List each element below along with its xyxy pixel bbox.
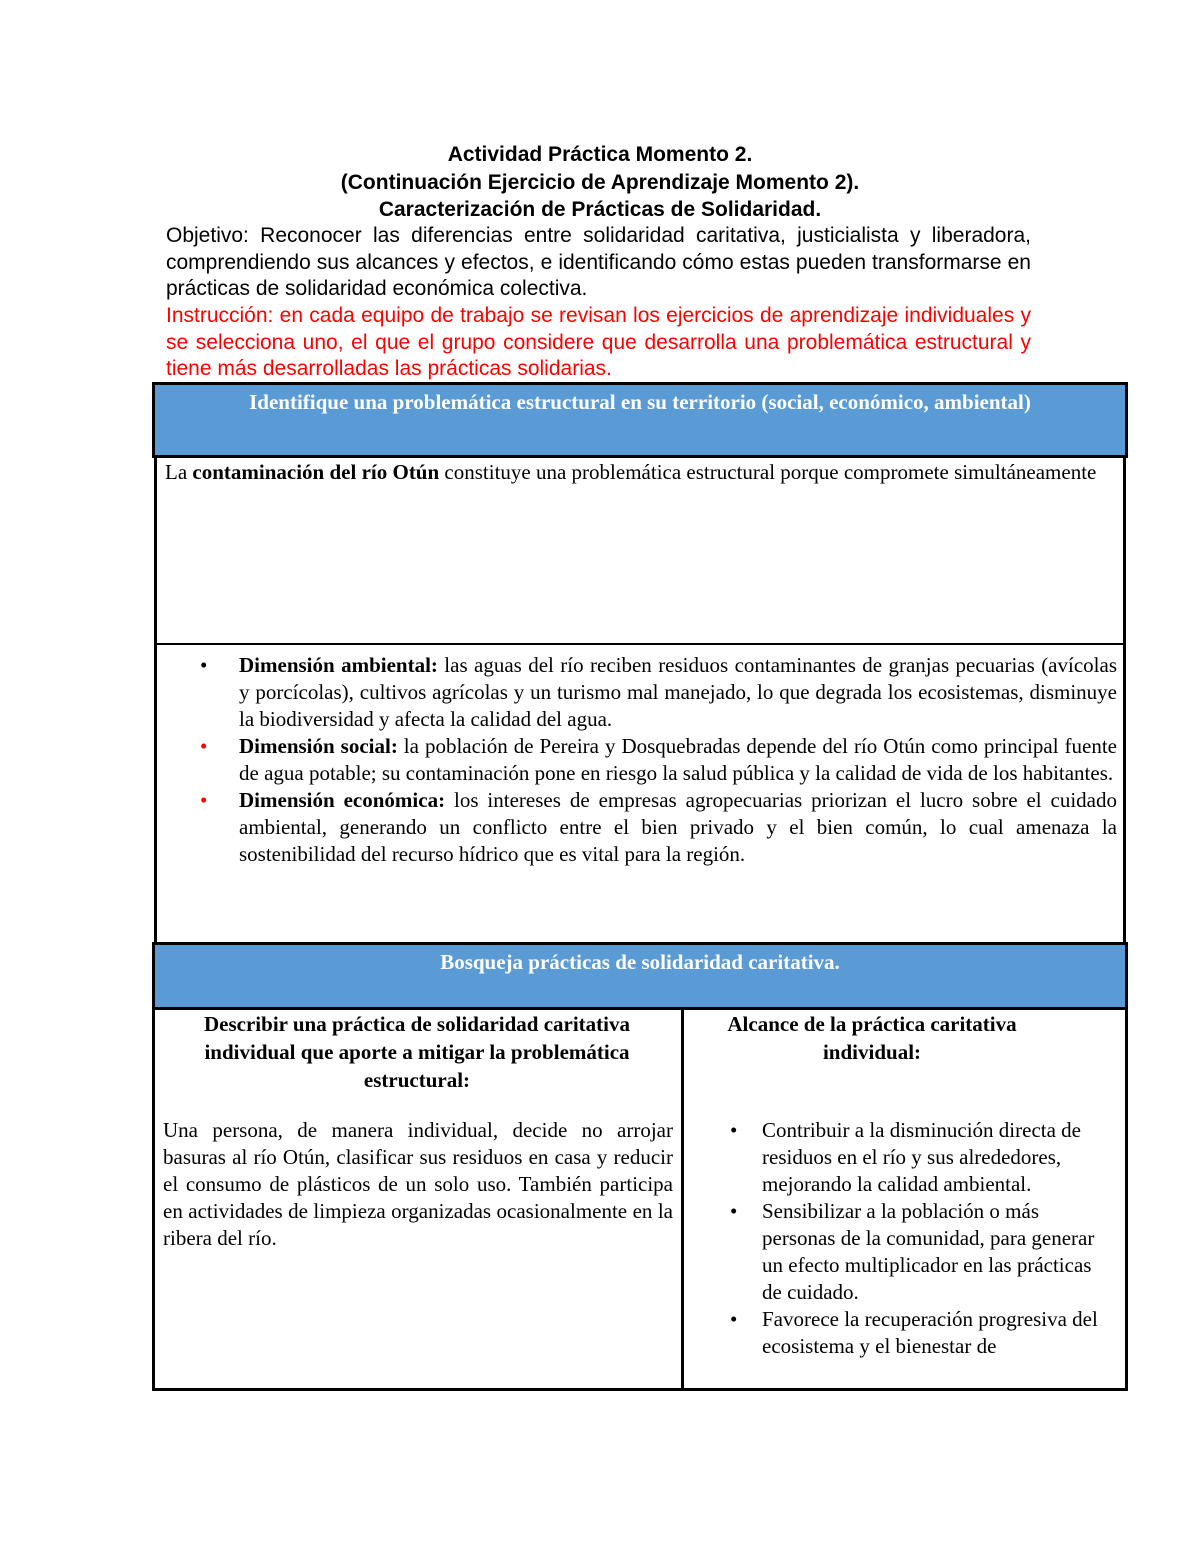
objective-paragraph: Objetivo: Reconocer las diferencias entre solidaridad caritativa, justicialista y liberadora, comprendiendo sus alcances y efectos, e identificando cómo estas pueden transformarse en prácticas de solidaridad económica colectiva. bbox=[166, 224, 1031, 300]
practice-table bbox=[152, 382, 1128, 1391]
dimension-item bbox=[157, 652, 1117, 733]
dimensions-list bbox=[157, 652, 1117, 868]
right-column-heading: Alcance de la práctica caritativa individual: bbox=[727, 1012, 1017, 1064]
dimension-label: Dimensión ambiental: bbox=[239, 653, 438, 677]
section2-header-text: Bosqueja prácticas de solidaridad caritativa. bbox=[440, 950, 840, 974]
dimension-label: Dimensión social: bbox=[239, 734, 398, 758]
document-title: Actividad Práctica Momento 2. bbox=[447, 143, 753, 166]
reach-list bbox=[682, 1117, 1112, 1360]
bullet-icon: • bbox=[200, 734, 208, 758]
dimensions-cell bbox=[154, 644, 1126, 944]
left-column-cell bbox=[152, 1008, 684, 1391]
bullet-icon: • bbox=[730, 1307, 738, 1331]
document-heading: Caracterización de Prácticas de Solidaridad. bbox=[378, 198, 822, 221]
reach-item-text: Contribuir a la disminución directa de residuos en el río y sus alrededores, mejorando la calidad ambiental. bbox=[762, 1118, 1081, 1196]
dimension-label: Dimensión económica: bbox=[239, 788, 446, 812]
section1-header bbox=[152, 382, 1128, 458]
left-column-body: Una persona, de manera individual, decide no arrojar basuras al río Otún, clasificar sus residuos en casa y reducir el consumo de plásticos de un solo uso. También participa en actividades de limpieza organizadas ocasionalmente en la ribera del río. bbox=[163, 1118, 673, 1250]
dimension-item bbox=[157, 733, 1117, 787]
left-column-heading: Describir una práctica de solidaridad caritativa individual que aporte a mitigar la problemática estructural: bbox=[204, 1012, 630, 1092]
reach-item bbox=[682, 1198, 1112, 1306]
document-subtitle: (Continuación Ejercicio de Aprendizaje Momento 2). bbox=[340, 171, 860, 194]
dimension-text: la población de Pereira y Dosquebradas depende del río Otún como principal fuente de agua potable; su contaminación pone en riesgo la salud pública y la calidad de vida de los habitantes. bbox=[239, 734, 1117, 785]
reach-item-text: Favorece la recuperación progresiva del ecosistema y el bienestar de bbox=[762, 1307, 1098, 1358]
section2-header bbox=[152, 942, 1128, 1010]
right-column-cell bbox=[682, 1008, 1128, 1391]
reach-item bbox=[682, 1117, 1112, 1198]
reach-list-viewport bbox=[682, 1117, 1112, 1387]
bullet-icon: • bbox=[200, 788, 208, 812]
bullet-icon: • bbox=[730, 1199, 738, 1223]
intro-text: La contaminación del río Otún constituye una problemática estructural porque compromete simultáneamente bbox=[165, 460, 1097, 484]
dimension-text: las aguas del río reciben residuos contaminantes de granjas pecuarias (avícolas y porcícolas), cultivos agrícolas y un turismo mal manejado, lo que degrada los ecosistemas, disminuye la biodiversidad y afecta la calidad del agua. bbox=[239, 653, 1117, 731]
bullet-icon: • bbox=[730, 1118, 738, 1142]
reach-item bbox=[682, 1306, 1112, 1360]
intro-cell bbox=[154, 457, 1126, 645]
section1-header-text: Identifique una problemática estructural en su territorio (social, económico, ambiental) bbox=[249, 390, 1031, 414]
dimension-item bbox=[157, 787, 1117, 868]
bullet-icon: • bbox=[200, 653, 208, 677]
dimension-text: los intereses de empresas agropecuarias priorizan el lucro sobre el cuidado ambiental, generando un conflicto entre el bien privado y el bien común, lo cual amenaza la sostenibilidad del recurso hídrico que es vital para la región. bbox=[239, 788, 1117, 866]
reach-item-text: Sensibilizar a la población o más personas de la comunidad, para generar un efecto multiplicador en las prácticas de cuidado. bbox=[762, 1199, 1095, 1304]
instruction-paragraph: Instrucción: en cada equipo de trabajo se revisan los ejercicios de aprendizaje individuales y se selecciona uno, el que el grupo considere que desarrolla una problemática estructural y tiene más desarrolladas las prácticas solidarias. bbox=[166, 304, 1031, 380]
